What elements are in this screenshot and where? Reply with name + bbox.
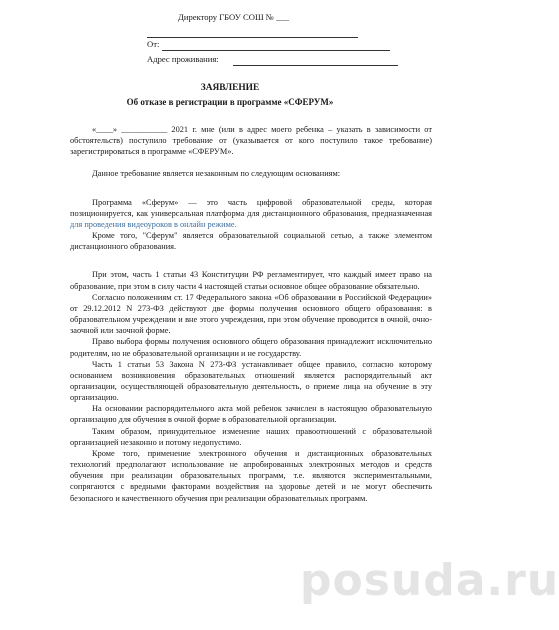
address-underline xyxy=(233,65,398,66)
watermark-logo: posuda.ru xyxy=(300,555,559,606)
paragraph-article-17: Согласно положениям ст. 17 Федерального закона «Об образовании в Российской Федерации» от 29.12.2012 N 273-ФЗ действуют две формы получения основного общего образования: в образовательном учреждении и вне этого учреждения, при этом обучение проводится в очной, очно-заочной или заочной форме. xyxy=(70,292,432,336)
paragraph-social-network: Кроме того, "Сферум" является образовательной социальной сетью, а также элементом дистанционного образования. xyxy=(70,231,432,252)
document-title: ЗАЯВЛЕНИЕ xyxy=(200,83,260,93)
paragraph-request: «____» ___________ 2021 г. мне (или в адрес моего ребенка – указать в зависимости от обстоятельств) поступило требование от (указывается от кого поступило такое требование) зарегистрироваться в программе «СФЕРУМ». xyxy=(70,125,432,157)
document-subtitle: Об отказе в регистрации в программе «СФЕРУМ» xyxy=(126,97,334,107)
sferum-text: Программа «Сферум» — это часть цифровой образовательной среды, которая позиционируется, как универсальная платформа для дистанционного образования, предназначенная xyxy=(70,197,432,218)
address-label: Адрес проживания: xyxy=(147,54,219,64)
document-body xyxy=(70,124,432,504)
paragraph-constitution: При этом, часть 1 статьи 43 Конституции РФ регламентирует, что каждый имеет право на образование, при этом в силу части 4 настоящей статьи основное общее образование обязательно. xyxy=(70,270,432,291)
sferum-link[interactable]: для проведения видеоуроков в онлайн режиме. xyxy=(70,219,237,229)
recipient-line: Директору ГБОУ СОШ № ___ xyxy=(178,12,289,22)
paragraph-parents-right: Право выбора формы получения основного общего образования принадлежит исключительно родителям, но не образовательной организации и не государству. xyxy=(70,337,432,358)
paragraph-enrollment: На основании распорядительного акта мой ребенок зачислен в настоящую образовательную организацию для обучения в очной форме в образовательной организации. xyxy=(70,404,432,425)
paragraph-electronic-learning: Кроме того, применение электронного обучения и дистанционных образовательных технологий предполагают использование не апробированных электронных методов и средств обучения при реализации образовательных программ, т.е. являются экспериментальными, сопрягаются с вредными факторами воздействия на здоровье детей и не могут обеспечить безопасного и качественного обучения при реализации образовательных программ. xyxy=(70,448,432,503)
from-underline xyxy=(162,50,390,51)
from-label: От: xyxy=(147,39,160,49)
paragraph-conclusion: Таким образом, принудительное изменение наших правоотношений с образовательной организацией незаконно и потому недопустимо. xyxy=(70,426,432,447)
paragraph-article-53: Часть 1 статьи 53 Закона N 273-ФЗ устанавливает общее правило, согласно которому основанием возникновения образовательных отношений является распорядительный акт организации, осуществляющей образовательную деятельность, о приеме лица на обучение в эту организацию. xyxy=(70,359,432,403)
paragraph-sferum xyxy=(70,197,432,230)
paragraph-grounds: Данное требование является незаконным по следующим основаниям: xyxy=(92,169,341,179)
recipient-underline xyxy=(147,37,358,38)
